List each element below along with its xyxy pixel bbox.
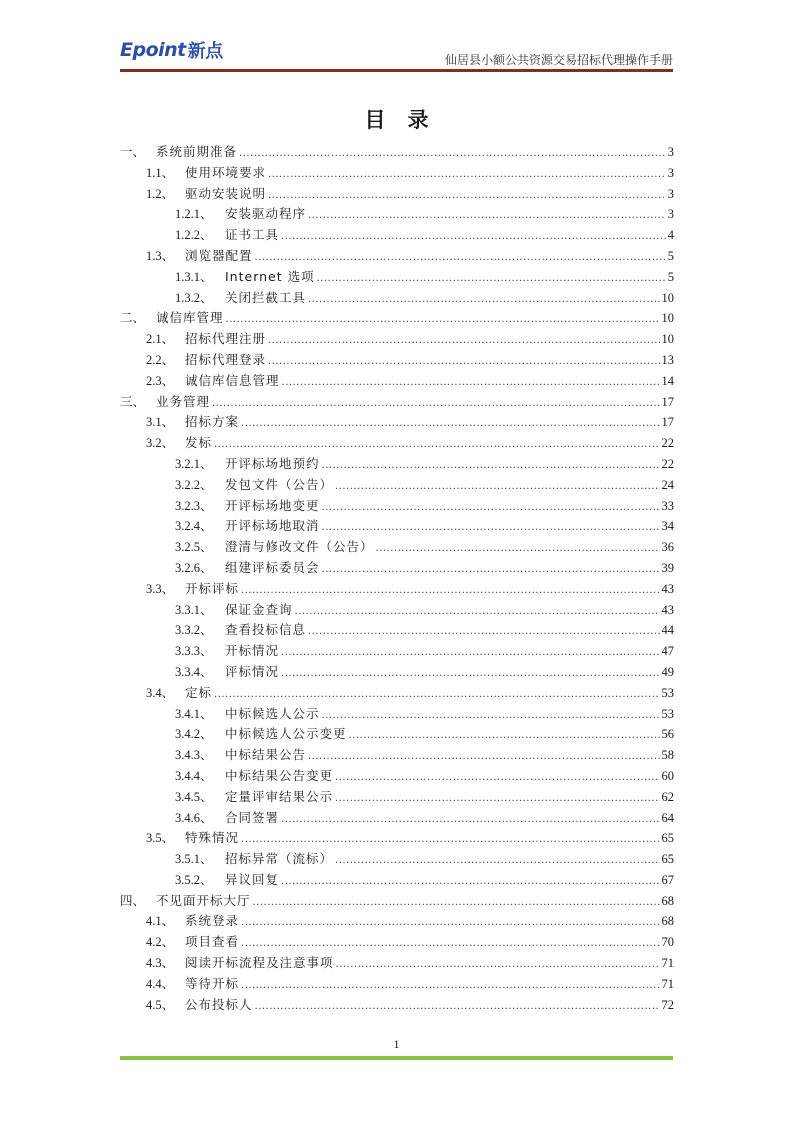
toc-entry[interactable] (120, 891, 674, 912)
toc-entry[interactable] (120, 412, 674, 433)
toc-entry-number: 3.3、 (146, 581, 175, 596)
toc-entry-page: 13 (661, 352, 674, 367)
toc-entry-title: 系统前期准备 (156, 144, 238, 159)
toc-entry[interactable] (120, 974, 674, 995)
toc-entry[interactable] (120, 870, 674, 891)
toc-dot-leader (281, 668, 659, 679)
toc-dot-leader (268, 356, 659, 367)
toc-entry-page: 22 (661, 436, 674, 451)
toc-entry-title: 异议回复 (225, 871, 280, 887)
toc-dot-leader (281, 876, 659, 887)
toc-entry[interactable] (120, 225, 674, 246)
toc-dot-leader (255, 1001, 660, 1012)
toc-entry-page: 68 (661, 914, 674, 929)
toc-title: 目录 (364, 108, 451, 132)
header-title: 仙居县小额公共资源交易招标代理操作手册 (444, 53, 673, 67)
toc-entry-page: 22 (661, 456, 674, 471)
toc-entry-title: 开评标场地预约 (225, 455, 320, 471)
toc-dot-leader (214, 689, 659, 700)
toc-entry-page: 14 (661, 373, 674, 388)
toc-entry-page: 43 (661, 581, 674, 596)
toc-entry-page: 17 (661, 394, 674, 409)
toc-entry-number: 1.2.1、 (175, 207, 213, 222)
toc-entry[interactable] (120, 766, 674, 787)
toc-entry-title: 中标结果公告变更 (225, 767, 334, 783)
toc-dot-leader (322, 460, 660, 471)
toc-entry-page: 5 (667, 269, 674, 284)
toc-entry-title: 公布投标人 (185, 996, 253, 1012)
toc-entry-page: 33 (661, 498, 674, 513)
toc-dot-leader (268, 335, 659, 346)
toc-entry-title: 诚信库管理 (156, 310, 224, 326)
toc-entry-page: 24 (661, 477, 674, 492)
toc-entry-number: 4.2、 (146, 935, 175, 950)
toc-dot-leader (241, 917, 659, 928)
toc-entry[interactable] (120, 704, 674, 725)
page-number: 1 (393, 1037, 400, 1051)
toc-dot-leader (212, 398, 659, 409)
toc-entry-number: 2.1、 (146, 332, 175, 347)
toc-entry-page: 60 (661, 768, 674, 783)
toc-entry-number: 4.4、 (146, 976, 175, 991)
toc-entry[interactable] (120, 371, 674, 392)
toc-entry-title: 澄清与修改文件（公告） (225, 539, 374, 555)
toc-dot-leader (282, 377, 660, 388)
toc-entry-page: 3 (667, 145, 674, 159)
toc-entry-page: 44 (661, 623, 674, 638)
toc-dot-leader (322, 564, 660, 575)
toc-entry[interactable] (120, 620, 674, 641)
toc-entry-title: 开标情况 (225, 643, 280, 659)
toc-entry-title: 证书工具 (225, 227, 280, 243)
table-of-contents (120, 142, 674, 1015)
toc-entry-title: 合同签署 (225, 809, 280, 825)
toc-entry[interactable] (120, 288, 674, 309)
toc-entry-number: 3.2、 (146, 436, 175, 451)
toc-entry-title: 开评标场地取消 (225, 518, 320, 534)
toc-dot-leader (281, 231, 666, 242)
toc-entry-title: Internet 选项 (225, 268, 315, 284)
toc-entry-number: 4.3、 (146, 956, 175, 971)
toc-entry-page: 72 (661, 997, 674, 1012)
toc-entry[interactable] (120, 475, 674, 496)
toc-entry-title: 开标评标 (185, 580, 240, 596)
toc-entry-page: 67 (661, 872, 674, 887)
toc-entry-title: 使用环境要求 (185, 164, 267, 180)
toc-entry-page: 17 (661, 415, 674, 430)
toc-entry[interactable] (120, 932, 674, 953)
toc-entry-title: 不见面开标大厅 (156, 892, 251, 908)
toc-entry-page: 3 (667, 207, 674, 222)
toc-entry[interactable] (120, 662, 674, 683)
toc-entry-title: 诚信库信息管理 (185, 372, 280, 388)
toc-entry-number: 3.1、 (146, 415, 175, 430)
toc-entry-page: 65 (661, 831, 674, 846)
toc-dot-leader (335, 855, 659, 866)
toc-entry-title: 中标候选人公示变更 (225, 726, 347, 742)
toc-entry[interactable] (120, 787, 674, 808)
toc-entry-title: 招标异常（流标） (225, 851, 334, 867)
toc-entry-number: 3.5、 (146, 831, 175, 846)
toc-dot-leader (281, 647, 659, 658)
toc-entry-title: 保证金查询 (225, 601, 293, 617)
logo-latin-text: Epoint (120, 39, 186, 61)
toc-entry-page: 5 (667, 248, 674, 263)
toc-dot-leader (335, 793, 659, 804)
toc-dot-leader (241, 418, 659, 429)
toc-entry[interactable] (120, 163, 674, 184)
toc-entry-page: 64 (661, 810, 674, 825)
toc-entry-page: 43 (661, 602, 674, 617)
toc-entry-number: 2.2、 (146, 352, 175, 367)
toc-entry-number: 二、 (120, 311, 146, 326)
footer-divider (120, 1056, 673, 1060)
toc-entry-number: 3.3.4、 (175, 664, 213, 679)
toc-entry-page: 58 (661, 748, 674, 763)
toc-entry-page: 62 (661, 789, 674, 804)
toc-dot-leader (322, 710, 660, 721)
toc-entry[interactable] (120, 641, 674, 662)
toc-entry-title: 中标候选人公示 (225, 705, 320, 721)
toc-entry[interactable] (120, 184, 674, 205)
toc-entry[interactable] (120, 911, 674, 932)
toc-entry-title: 招标方案 (185, 414, 240, 430)
toc-entry[interactable] (120, 392, 674, 413)
toc-entry[interactable] (120, 329, 674, 350)
toc-entry[interactable] (120, 724, 674, 745)
toc-dot-leader (317, 273, 666, 284)
toc-entry-title: 开评标场地变更 (225, 497, 320, 513)
toc-entry-title: 发标 (185, 435, 213, 451)
toc-entry[interactable] (120, 204, 674, 225)
toc-entry-number: 3.4.3、 (175, 748, 213, 763)
toc-entry-number: 一、 (120, 145, 146, 159)
toc-entry-page: 68 (661, 893, 674, 908)
toc-entry[interactable] (120, 308, 674, 329)
toc-entry-page: 39 (661, 560, 674, 575)
toc-entry-page: 4 (667, 228, 674, 243)
toc-entry-number: 3.4.6、 (175, 810, 213, 825)
toc-entry[interactable] (120, 953, 674, 974)
toc-entry-page: 53 (661, 685, 674, 700)
toc-entry-title: 项目查看 (185, 934, 240, 950)
toc-entry-number: 四、 (120, 893, 146, 908)
toc-dot-leader (214, 439, 659, 450)
toc-entry-number: 3.4、 (146, 685, 175, 700)
toc-entry-title: 评标情况 (225, 663, 280, 679)
toc-entry[interactable] (120, 516, 674, 537)
toc-entry[interactable] (120, 537, 674, 558)
toc-entry-number: 3.4.4、 (175, 768, 213, 783)
toc-entry-page: 53 (661, 706, 674, 721)
toc-entry[interactable] (120, 849, 674, 870)
toc-entry-title: 等待开标 (185, 975, 240, 991)
toc-entry-title: 浏览器配置 (185, 247, 253, 263)
toc-dot-leader (308, 751, 659, 762)
toc-entry-number: 1.3.2、 (175, 290, 213, 305)
toc-dot-leader (308, 210, 666, 221)
toc-entry-number: 2.3、 (146, 373, 175, 388)
toc-entry-page: 65 (661, 852, 674, 867)
toc-dot-leader (281, 814, 659, 825)
toc-entry[interactable] (120, 246, 674, 267)
toc-dot-leader (268, 190, 666, 201)
toc-entry-title: 定量评审结果公示 (225, 788, 334, 804)
toc-entry-title: 中标结果公告 (225, 747, 307, 763)
toc-entry[interactable] (120, 579, 674, 600)
toc-entry-number: 1.2.2、 (175, 228, 213, 243)
toc-entry-page: 49 (661, 664, 674, 679)
toc-dot-leader (335, 772, 659, 783)
toc-entry-number: 3.2.2、 (175, 477, 213, 492)
toc-entry-title: 阅读开标流程及注意事项 (185, 955, 334, 971)
toc-entry-number: 3.2.6、 (175, 560, 213, 575)
toc-entry-title: 招标代理登录 (185, 351, 267, 367)
toc-entry-title: 安装驱动程序 (225, 206, 307, 222)
toc-entry-page: 10 (661, 311, 674, 326)
toc-entry-number: 1.2、 (146, 186, 175, 201)
toc-dot-leader (255, 252, 666, 263)
toc-entry-number: 1.1、 (146, 165, 175, 180)
toc-entry[interactable] (120, 267, 674, 288)
toc-entry-page: 3 (667, 186, 674, 201)
toc-entry-page: 3 (667, 165, 674, 180)
toc-entry-title: 关闭拦截工具 (225, 289, 307, 305)
toc-entry-number: 3.5.2、 (175, 872, 213, 887)
toc-entry-number: 1.3、 (146, 248, 175, 263)
toc-dot-leader (308, 626, 659, 637)
toc-entry-title: 业务管理 (156, 393, 211, 409)
toc-entry[interactable] (120, 558, 674, 579)
toc-entry-title: 特殊情况 (185, 830, 240, 846)
toc-entry-page: 36 (661, 540, 674, 555)
toc-entry-title: 系统登录 (185, 913, 240, 929)
toc-entry[interactable] (120, 995, 674, 1016)
toc-dot-leader (295, 606, 660, 617)
toc-entry-page: 70 (661, 935, 674, 950)
toc-dot-leader (349, 730, 660, 741)
toc-entry-number: 3.4.5、 (175, 789, 213, 804)
toc-entry-number: 4.1、 (146, 914, 175, 929)
logo-cn-text: 新点 (187, 41, 223, 62)
toc-entry[interactable] (120, 433, 674, 454)
toc-dot-leader (253, 897, 660, 908)
toc-dot-leader (268, 169, 666, 180)
toc-entry[interactable] (120, 808, 674, 829)
toc-entry-number: 3.2.1、 (175, 456, 213, 471)
toc-dot-leader (336, 959, 660, 970)
toc-entry-number: 3.3.1、 (175, 602, 213, 617)
toc-dot-leader (335, 481, 659, 492)
toc-entry-page: 47 (661, 644, 674, 659)
toc-entry-title: 招标代理注册 (185, 331, 267, 347)
toc-entry-number: 3.4.2、 (175, 727, 213, 742)
toc-entry-number: 3.2.5、 (175, 540, 213, 555)
toc-dot-leader (241, 585, 659, 596)
toc-entry-title: 组建评标委员会 (225, 559, 320, 575)
header-divider (120, 69, 673, 72)
toc-dot-leader (322, 502, 660, 513)
toc-entry[interactable] (120, 600, 674, 621)
toc-entry-page: 71 (661, 956, 674, 971)
toc-entry-title: 驱动安装说明 (185, 185, 267, 201)
toc-entry-title: 发包文件（公告） (225, 476, 334, 492)
toc-entry-number: 1.3.1、 (175, 269, 213, 284)
toc-entry[interactable] (120, 350, 674, 371)
toc-entry-page: 56 (661, 727, 674, 742)
toc-dot-leader (241, 834, 659, 845)
toc-dot-leader (376, 543, 660, 554)
toc-entry-page: 10 (661, 290, 674, 305)
toc-entry[interactable] (120, 454, 674, 475)
toc-entry-number: 3.2.3、 (175, 498, 213, 513)
toc-dot-leader (241, 980, 659, 991)
toc-entry-number: 3.4.1、 (175, 706, 213, 721)
toc-entry-title: 查看投标信息 (225, 622, 307, 638)
toc-entry[interactable] (120, 142, 674, 163)
toc-dot-leader (239, 148, 666, 159)
toc-dot-leader (241, 938, 659, 949)
toc-entry[interactable] (120, 745, 674, 766)
toc-entry-number: 4.5、 (146, 997, 175, 1012)
toc-entry[interactable] (120, 828, 674, 849)
toc-entry-number: 3.5.1、 (175, 852, 213, 867)
toc-entry-number: 三、 (120, 394, 146, 409)
toc-dot-leader (226, 314, 660, 325)
toc-entry[interactable] (120, 683, 674, 704)
toc-entry-number: 3.3.3、 (175, 644, 213, 659)
toc-entry-page: 34 (661, 519, 674, 534)
toc-dot-leader (308, 294, 659, 305)
toc-entry-number: 3.3.2、 (175, 623, 213, 638)
toc-entry-title: 定标 (185, 684, 213, 700)
toc-entry-page: 10 (661, 332, 674, 347)
toc-dot-leader (322, 522, 660, 533)
toc-entry[interactable] (120, 496, 674, 517)
toc-entry-number: 3.2.4、 (175, 519, 213, 534)
toc-entry-page: 71 (661, 976, 674, 991)
